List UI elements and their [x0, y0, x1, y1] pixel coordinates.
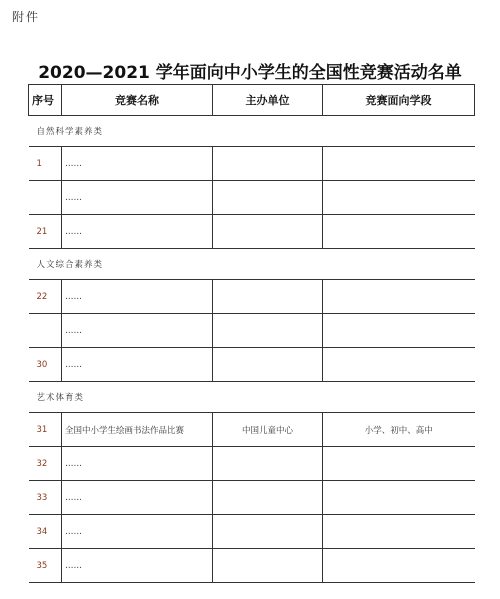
competition-name: ……: [62, 215, 213, 249]
school-level: [323, 147, 475, 181]
row-number: [29, 314, 62, 348]
organizer: [213, 147, 323, 181]
competition-name: ……: [62, 314, 213, 348]
organizer: [213, 549, 323, 583]
page-title: 2020—2021 学年面向中小学生的全国性竞赛活动名单: [38, 63, 462, 83]
table-row: [29, 447, 475, 481]
category-label: 自然科学素养类: [29, 116, 475, 147]
row-number: 34: [29, 515, 62, 549]
column-header-name: 竞赛名称: [62, 85, 213, 116]
school-level: [323, 515, 475, 549]
category-label: 人文综合素养类: [29, 249, 475, 280]
organizer: [213, 314, 323, 348]
organizer: [213, 181, 323, 215]
organizer: [213, 481, 323, 515]
competition-name: ……: [62, 549, 213, 583]
competition-table: [28, 84, 475, 583]
table-row: [29, 314, 475, 348]
competition-name: ……: [62, 280, 213, 314]
organizer: [213, 280, 323, 314]
organizer: [213, 348, 323, 382]
table-row: [29, 481, 475, 515]
competition-name: ……: [62, 181, 213, 215]
organizer: [213, 447, 323, 481]
organizer: [213, 215, 323, 249]
attachment-label: 附件: [12, 10, 41, 24]
school-level: [323, 314, 475, 348]
school-level: [323, 280, 475, 314]
competition-name: ……: [62, 348, 213, 382]
competition-name: 全国中小学生绘画书法作品比赛: [62, 413, 213, 447]
row-number: 32: [29, 447, 62, 481]
table-row: [29, 280, 475, 314]
column-header-organizer: 主办单位: [213, 85, 323, 116]
row-number: 31: [29, 413, 62, 447]
table-row: [29, 215, 475, 249]
row-number: 30: [29, 348, 62, 382]
competition-name: ……: [62, 481, 213, 515]
category-row: [29, 249, 475, 280]
school-level: [323, 348, 475, 382]
row-number: 33: [29, 481, 62, 515]
table-row: [29, 549, 475, 583]
organizer: 中国儿童中心: [213, 413, 323, 447]
row-number: 22: [29, 280, 62, 314]
organizer: [213, 515, 323, 549]
row-number: 35: [29, 549, 62, 583]
school-level: [323, 447, 475, 481]
category-row: [29, 382, 475, 413]
category-label: 艺术体育类: [29, 382, 475, 413]
table-row: [29, 348, 475, 382]
row-number: 21: [29, 215, 62, 249]
table-row: [29, 515, 475, 549]
competition-name: ……: [62, 147, 213, 181]
school-level: [323, 481, 475, 515]
school-level: [323, 549, 475, 583]
school-level: [323, 181, 475, 215]
row-number: 1: [29, 147, 62, 181]
table-header-row: [29, 85, 475, 116]
school-level: [323, 215, 475, 249]
row-number: [29, 181, 62, 215]
category-row: [29, 116, 475, 147]
school-level: 小学、初中、高中: [323, 413, 475, 447]
table-row: [29, 413, 475, 447]
column-header-level: 竞赛面向学段: [323, 85, 475, 116]
competition-name: ……: [62, 515, 213, 549]
column-header-number: 序号: [29, 85, 62, 116]
table-row: [29, 181, 475, 215]
competition-name: ……: [62, 447, 213, 481]
table-row: [29, 147, 475, 181]
